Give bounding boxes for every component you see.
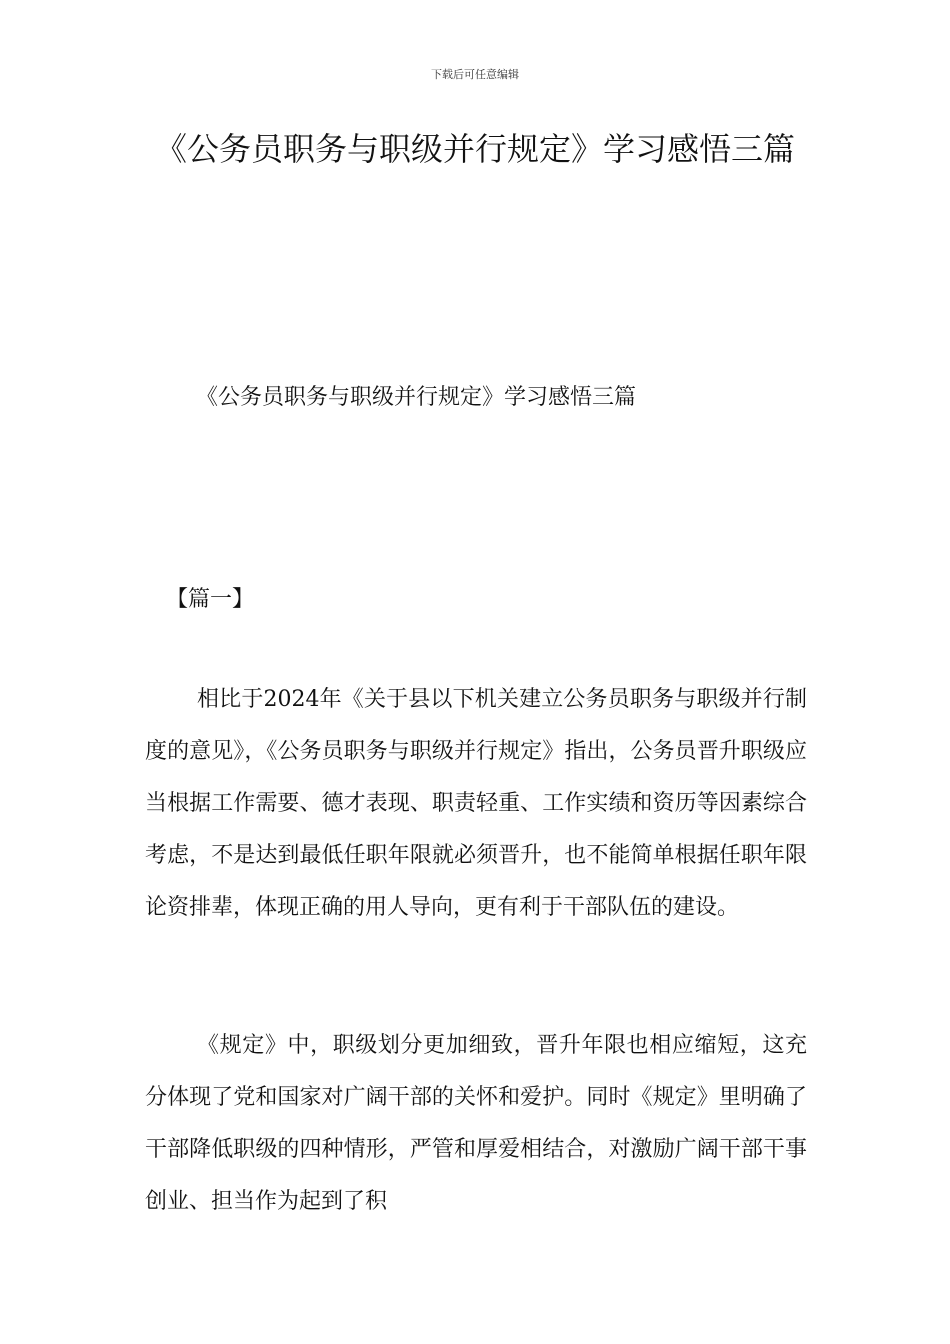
body-paragraph-1: 相比于2024年《关于县以下机关建立公务员职务与职级并行制度的意见》，《公务员职务与职级并行规定》指出，公务员晋升职级应当根据工作需要、德才表现、职责轻重、工作实绩和资历等因素综合考虑，不是达到最低任职年限就必须晋升，也不能简单根据任职年限论资排辈，体现正确的用人导向，更有利于干部队伍的建设。: [145, 687, 807, 920]
document-title: 《公务员职务与职级并行规定》学习感悟三篇: [154, 130, 795, 168]
section-heading: 【篇一】: [166, 587, 255, 612]
header-note: 下载后可任意编辑: [431, 68, 519, 81]
body-paragraph-2: 《规定》中，职级划分更加细致，晋升年限也相应缩短，这充分体现了党和国家对广阔干部的关怀和爱护。同时《规定》里明确了干部降低职级的四种情形，严管和厚爱相结合，对激励广阔干部干事创业、担当作为起到了积: [145, 1033, 807, 1214]
document-subtitle: 《公务员职务与职级并行规定》学习感悟三篇: [196, 385, 637, 410]
